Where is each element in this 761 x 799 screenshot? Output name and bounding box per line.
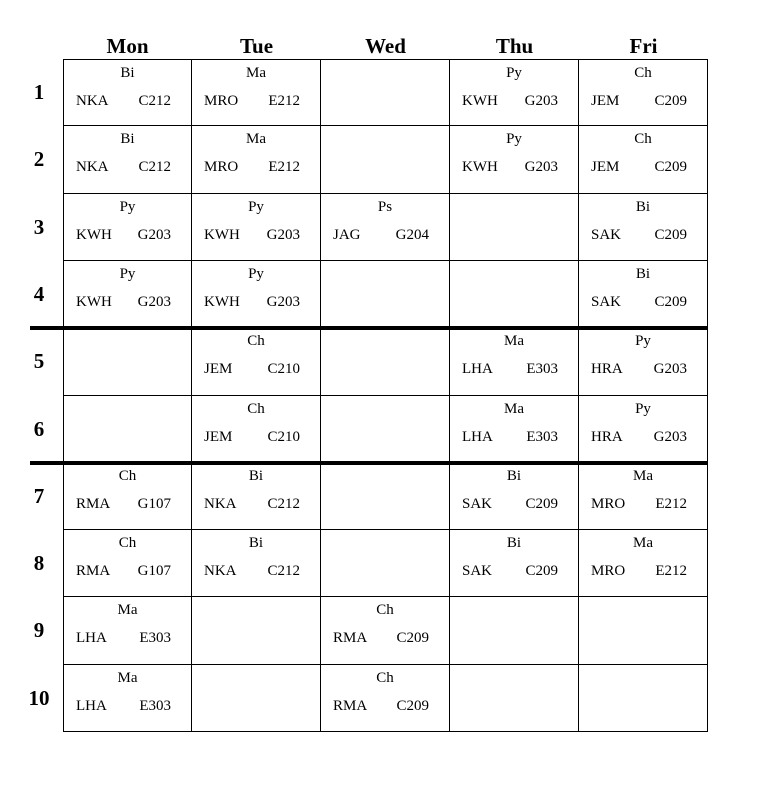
room-code: G203 — [137, 294, 171, 310]
timetable-cell — [192, 59, 321, 126]
subject-code: Ch — [634, 65, 652, 81]
subject-code: Ch — [376, 670, 394, 686]
timetable-cell — [192, 194, 321, 261]
room-code: C212 — [138, 159, 171, 175]
section-divider — [30, 461, 708, 465]
room-code: C210 — [267, 429, 300, 445]
room-code: C209 — [396, 630, 429, 646]
teacher-code: MRO — [591, 563, 626, 579]
subject-code: Py — [506, 131, 522, 147]
timetable-cell — [321, 396, 450, 463]
room-code: G203 — [524, 159, 558, 175]
period-label-1: 1 — [33, 80, 45, 104]
teacher-code: RMA — [333, 630, 368, 646]
timetable-cell — [450, 328, 579, 396]
period-label-4: 4 — [33, 282, 45, 306]
timetable-cell — [192, 463, 321, 530]
day-header-wed: Wed — [365, 34, 406, 58]
subject-code: Ma — [633, 535, 653, 551]
room-code: G107 — [137, 563, 171, 579]
period-label-9: 9 — [33, 618, 45, 642]
timetable-cell — [450, 463, 579, 530]
teacher-code: RMA — [76, 496, 111, 512]
room-code: G204 — [395, 227, 429, 243]
subject-code: Py — [119, 266, 136, 282]
teacher-code: JEM — [204, 361, 233, 377]
period-label-7: 7 — [33, 484, 45, 508]
timetable-cell — [579, 59, 708, 126]
teacher-code: HRA — [591, 429, 623, 445]
subject-code: Ma — [117, 670, 138, 686]
subject-code: Ch — [634, 131, 652, 147]
room-code: E303 — [139, 630, 171, 646]
timetable-cell — [63, 530, 192, 597]
subject-code: Bi — [120, 131, 135, 147]
teacher-code: SAK — [462, 496, 493, 512]
subject-code: Ma — [633, 468, 653, 484]
timetable-cell — [579, 396, 708, 463]
teacher-code: NKA — [76, 93, 109, 109]
timetable-cell — [579, 194, 708, 261]
subject-code: Ch — [376, 602, 394, 618]
timetable-cell — [321, 194, 450, 261]
teacher-code: SAK — [591, 294, 622, 310]
room-code: C209 — [654, 93, 687, 109]
teacher-code: JEM — [591, 159, 620, 175]
subject-code: Ch — [247, 401, 265, 417]
teacher-code: LHA — [462, 429, 493, 445]
timetable-cell — [579, 597, 708, 665]
timetable-cell — [63, 194, 192, 261]
timetable-cell — [579, 665, 708, 732]
room-code: C209 — [525, 563, 558, 579]
subject-code: Py — [506, 65, 522, 81]
day-header-fri: Fri — [629, 34, 658, 58]
period-label-10: 10 — [28, 686, 50, 710]
timetable-cell — [63, 597, 192, 665]
timetable-cell — [321, 59, 450, 126]
timetable-cell — [579, 463, 708, 530]
room-code: G107 — [137, 496, 171, 512]
teacher-code: SAK — [462, 563, 493, 579]
timetable-cell — [579, 530, 708, 597]
timetable-cell — [450, 59, 579, 126]
room-code: E303 — [139, 698, 171, 714]
period-label-5: 5 — [33, 349, 45, 373]
room-code: E303 — [526, 429, 558, 445]
timetable-cell — [450, 530, 579, 597]
day-header-thu: Thu — [495, 34, 534, 58]
teacher-code: HRA — [591, 361, 623, 377]
timetable-cell — [63, 261, 192, 328]
timetable-cell — [450, 194, 579, 261]
timetable-cell — [450, 597, 579, 665]
teacher-code: MRO — [204, 93, 239, 109]
timetable-cell — [321, 328, 450, 396]
timetable-cell — [63, 396, 192, 463]
teacher-code: RMA — [333, 698, 368, 714]
period-label-2: 2 — [33, 147, 45, 171]
timetable-cell — [321, 126, 450, 194]
subject-code: Ma — [246, 65, 266, 81]
timetable-cell — [192, 261, 321, 328]
teacher-code: LHA — [76, 630, 107, 646]
teacher-code: MRO — [591, 496, 626, 512]
timetable-cell — [321, 261, 450, 328]
teacher-code: KWH — [204, 227, 240, 243]
room-code: G203 — [524, 93, 558, 109]
room-code: C209 — [654, 227, 687, 243]
subject-code: Bi — [506, 468, 522, 484]
room-code: G203 — [653, 361, 687, 377]
timetable-cell — [579, 328, 708, 396]
teacher-code: JEM — [204, 429, 233, 445]
teacher-code: RMA — [76, 563, 111, 579]
subject-code: Ch — [118, 468, 137, 484]
timetable-cell — [450, 126, 579, 194]
timetable-cell — [321, 530, 450, 597]
period-label-6: 6 — [33, 417, 45, 441]
room-code: G203 — [653, 429, 687, 445]
period-label-8: 8 — [33, 551, 45, 575]
subject-code: Bi — [248, 468, 264, 484]
room-code: G203 — [266, 227, 300, 243]
room-code: E212 — [655, 563, 687, 579]
teacher-code: LHA — [76, 698, 107, 714]
teacher-code: NKA — [76, 159, 109, 175]
subject-code: Py — [248, 199, 264, 215]
timetable-cell — [63, 126, 192, 194]
subject-code: Py — [635, 333, 651, 349]
room-code: E212 — [268, 159, 300, 175]
subject-code: Ma — [246, 131, 266, 147]
teacher-code: NKA — [204, 496, 237, 512]
timetable-cell — [192, 396, 321, 463]
teacher-code: KWH — [76, 294, 112, 310]
teacher-code: SAK — [591, 227, 622, 243]
subject-code: Ma — [117, 602, 138, 618]
teacher-code: MRO — [204, 159, 239, 175]
timetable-cell — [579, 126, 708, 194]
teacher-code: KWH — [462, 159, 498, 175]
period-label-3: 3 — [33, 215, 45, 239]
timetable-cell — [450, 665, 579, 732]
timetable-cell — [192, 597, 321, 665]
timetable-cell — [321, 463, 450, 530]
timetable-cell — [63, 665, 192, 732]
teacher-code: JEM — [591, 93, 620, 109]
timetable-cell — [192, 530, 321, 597]
subject-code: Ch — [118, 535, 137, 551]
subject-code: Bi — [635, 266, 651, 282]
room-code: C212 — [138, 93, 171, 109]
room-code: C212 — [267, 496, 300, 512]
teacher-code: LHA — [462, 361, 493, 377]
room-code: C209 — [525, 496, 558, 512]
room-code: C209 — [654, 159, 687, 175]
timetable-cell — [321, 665, 450, 732]
timetable-cell — [192, 665, 321, 732]
timetable-cell — [192, 126, 321, 194]
subject-code: Py — [635, 401, 651, 417]
subject-code: Ps — [377, 199, 393, 215]
teacher-code: KWH — [204, 294, 240, 310]
room-code: C209 — [654, 294, 687, 310]
room-code: G203 — [137, 227, 171, 243]
subject-code: Bi — [506, 535, 522, 551]
room-code: C210 — [267, 361, 300, 377]
teacher-code: KWH — [76, 227, 112, 243]
timetable-cell — [579, 261, 708, 328]
subject-code: Bi — [635, 199, 651, 215]
subject-code: Py — [248, 266, 264, 282]
teacher-code: KWH — [462, 93, 498, 109]
room-code: E212 — [268, 93, 300, 109]
section-divider — [30, 326, 708, 330]
subject-code: Ma — [504, 333, 524, 349]
timetable-cell — [321, 597, 450, 665]
teacher-code: JAG — [333, 227, 361, 243]
day-header-tue: Tue — [239, 34, 274, 58]
room-code: C212 — [267, 563, 300, 579]
room-code: C209 — [396, 698, 429, 714]
timetable-cell — [63, 463, 192, 530]
timetable-cell — [192, 328, 321, 396]
timetable-cell — [450, 261, 579, 328]
subject-code: Ch — [247, 333, 265, 349]
room-code: E212 — [655, 496, 687, 512]
timetable-cell — [63, 59, 192, 126]
day-header-mon: Mon — [106, 34, 149, 58]
timetable-cell — [450, 396, 579, 463]
teacher-code: NKA — [204, 563, 237, 579]
subject-code: Bi — [120, 65, 135, 81]
room-code: E303 — [526, 361, 558, 377]
subject-code: Bi — [248, 535, 264, 551]
subject-code: Ma — [504, 401, 524, 417]
subject-code: Py — [119, 199, 136, 215]
room-code: G203 — [266, 294, 300, 310]
timetable-cell — [63, 328, 192, 396]
